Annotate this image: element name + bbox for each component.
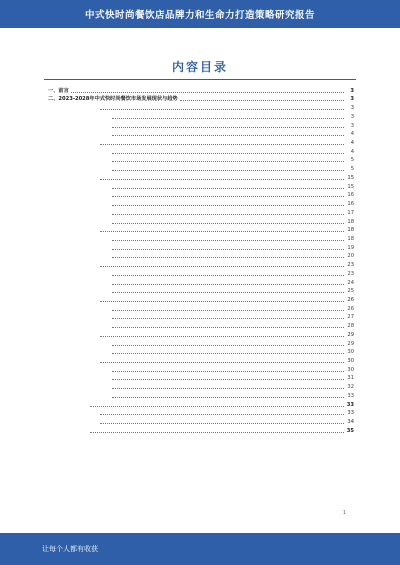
- toc-entry-page: 33: [347, 392, 354, 399]
- toc-entry[interactable]: [48, 112, 354, 121]
- toc-entry[interactable]: [48, 278, 354, 287]
- toc-dot-leader: [112, 345, 344, 346]
- toc-entry-page: 33: [346, 401, 354, 408]
- toc-entry[interactable]: [48, 417, 354, 426]
- toc-dot-leader: [112, 275, 344, 276]
- toc-entry[interactable]: [48, 426, 354, 435]
- toc-entry[interactable]: [48, 409, 354, 418]
- toc-dot-leader: [112, 170, 344, 171]
- toc-dot-leader: [112, 371, 344, 372]
- toc-entry-page: 3: [350, 96, 354, 103]
- toc-entry[interactable]: [48, 295, 354, 304]
- toc-dot-leader: [112, 292, 344, 293]
- toc-entry[interactable]: [48, 321, 354, 330]
- toc-entry-page: 5: [350, 157, 354, 164]
- toc-entry-page: 23: [347, 270, 354, 277]
- toc-entry[interactable]: [48, 147, 354, 156]
- toc-entry-page: 30: [347, 358, 354, 364]
- toc-entry[interactable]: [48, 382, 354, 391]
- toc-entry-page: 4: [350, 131, 354, 138]
- toc-entry[interactable]: [48, 391, 354, 400]
- toc-entry-page: 26: [347, 305, 354, 312]
- toc-entry-page: 35: [346, 427, 354, 434]
- toc-entry[interactable]: [48, 208, 354, 217]
- toc-entry-page: 31: [347, 375, 354, 382]
- toc-entry[interactable]: [48, 191, 354, 200]
- toc-entry[interactable]: [48, 304, 354, 313]
- toc-entry[interactable]: [48, 374, 354, 383]
- toc-dot-leader: [112, 214, 344, 215]
- toc-entry[interactable]: [48, 103, 354, 112]
- toc-entry-page: 29: [347, 340, 354, 347]
- toc-dot-leader: [100, 231, 344, 232]
- toc-dot-leader: [100, 109, 344, 110]
- toc-entry-page: 3: [350, 87, 354, 94]
- toc-entry-page: 24: [347, 279, 354, 286]
- toc-entry[interactable]: [48, 121, 354, 130]
- toc-entry[interactable]: [48, 313, 354, 322]
- table-of-contents: [48, 86, 354, 435]
- toc-entry[interactable]: [48, 348, 354, 357]
- toc-entry-page: 18: [347, 235, 354, 242]
- toc-dot-leader: [71, 92, 344, 93]
- toc-dot-leader: [100, 144, 344, 145]
- toc-entry[interactable]: [48, 164, 354, 173]
- toc-entry[interactable]: [48, 330, 354, 339]
- toc-entry-page: 23: [347, 262, 354, 269]
- toc-entry-page: 30: [347, 366, 354, 373]
- toc-entry-page: 3: [350, 113, 354, 120]
- toc-dot-leader: [112, 153, 344, 154]
- toc-entry-page: 3: [350, 122, 354, 129]
- toc-entry[interactable]: [48, 156, 354, 165]
- toc-dot-leader: [100, 362, 344, 363]
- toc-entry[interactable]: [48, 243, 354, 252]
- toc-dot-leader: [112, 135, 344, 136]
- toc-entry-page: 18: [347, 227, 354, 234]
- toc-entry-page: 19: [347, 244, 354, 251]
- toc-dot-leader: [112, 188, 344, 189]
- toc-entry[interactable]: [48, 269, 354, 278]
- toc-entry-title: 一、前言: [48, 87, 69, 94]
- toc-entry-page: 27: [347, 314, 354, 321]
- toc-entry[interactable]: [48, 400, 354, 409]
- toc-entry-page: 4: [350, 140, 354, 147]
- toc-dot-leader: [100, 301, 344, 302]
- toc-entry-page: 25: [347, 288, 354, 295]
- toc-dot-leader: [112, 353, 344, 354]
- toc-dot-leader: [112, 249, 344, 250]
- toc-entry-page: 33: [347, 410, 354, 417]
- toc-divider: [44, 79, 356, 80]
- toc-entry[interactable]: [48, 252, 354, 261]
- page-footer: [0, 533, 400, 565]
- toc-entry[interactable]: [48, 260, 354, 269]
- toc-dot-leader: [112, 318, 344, 319]
- toc-entry[interactable]: [48, 199, 354, 208]
- toc-dot-leader: [112, 127, 344, 128]
- toc-entry-page: 28: [347, 323, 354, 330]
- toc-entry-page: 15: [347, 183, 354, 190]
- toc-entry[interactable]: [48, 182, 354, 191]
- toc-entry[interactable]: [48, 339, 354, 348]
- toc-dot-leader: [90, 432, 344, 433]
- toc-dot-leader: [100, 336, 344, 337]
- toc-entry-page: 29: [347, 331, 354, 338]
- toc-entry[interactable]: [48, 86, 354, 95]
- toc-entry-page: 30: [347, 349, 354, 356]
- toc-entry[interactable]: [48, 365, 354, 374]
- toc-entry-page: 3: [350, 105, 354, 112]
- toc-entry-page: 17: [347, 209, 354, 216]
- toc-entry-page: 32: [347, 384, 354, 391]
- toc-dot-leader: [100, 179, 344, 180]
- toc-entry-page: 15: [347, 174, 354, 181]
- toc-entry[interactable]: [48, 173, 354, 182]
- toc-entry-page: 16: [347, 201, 354, 208]
- toc-dot-leader: [112, 240, 344, 241]
- toc-entry-page: 26: [347, 296, 354, 303]
- toc-dot-leader: [112, 205, 344, 206]
- toc-entry[interactable]: [48, 226, 354, 235]
- toc-dot-leader: [112, 196, 344, 197]
- toc-dot-leader: [180, 100, 344, 101]
- toc-dot-leader: [90, 406, 344, 407]
- toc-entry[interactable]: [48, 130, 354, 139]
- report-header: [0, 0, 400, 28]
- toc-entry-page: 34: [347, 419, 354, 426]
- toc-dot-leader: [112, 223, 344, 224]
- toc-entry[interactable]: [48, 217, 354, 226]
- toc-dot-leader: [112, 284, 344, 285]
- toc-dot-leader: [112, 397, 344, 398]
- toc-dot-leader: [112, 388, 344, 389]
- toc-dot-leader: [112, 379, 344, 380]
- report-title: 中式快时尚餐饮店品牌力和生命力打造策略研究报告: [84, 10, 315, 21]
- toc-dot-leader: [112, 327, 344, 328]
- toc-entry[interactable]: [48, 234, 354, 243]
- toc-dot-leader: [100, 266, 344, 267]
- toc-entry[interactable]: [48, 95, 354, 104]
- toc-heading: 内容目录: [171, 60, 228, 74]
- toc-entry-page: 16: [347, 192, 354, 199]
- toc-dot-leader: [112, 161, 344, 162]
- toc-entry[interactable]: [48, 287, 354, 296]
- footer-slogan: 让每个人都有收获: [42, 545, 98, 553]
- toc-entry-page: 20: [347, 253, 354, 260]
- toc-dot-leader: [112, 118, 344, 119]
- page-number: 1: [342, 510, 346, 516]
- toc-dot-leader: [100, 414, 344, 415]
- toc-entry-page: 18: [347, 218, 354, 225]
- toc-entry-page: 5: [350, 166, 354, 173]
- toc-entry[interactable]: [48, 356, 354, 365]
- toc-dot-leader: [112, 310, 344, 311]
- toc-dot-leader: [112, 257, 344, 258]
- toc-dot-leader: [100, 423, 344, 424]
- toc-entry-title: 二、2023-2028年中式快时尚餐饮市场发展现状与趋势: [48, 96, 178, 103]
- toc-entry[interactable]: [48, 138, 354, 147]
- toc-entry-page: 4: [350, 148, 354, 155]
